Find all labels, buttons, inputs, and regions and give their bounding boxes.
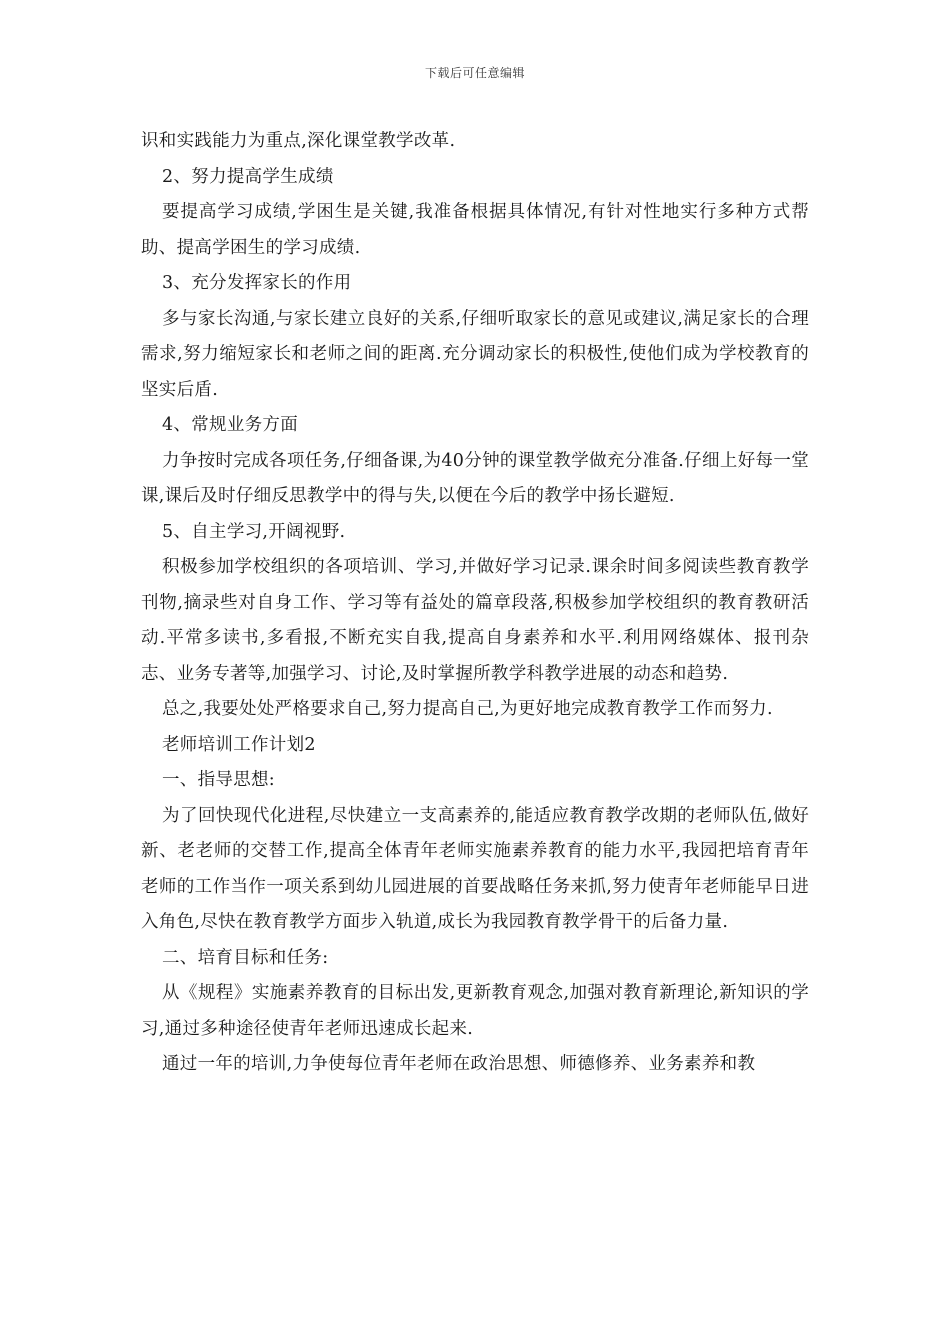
page-header: 下载后可任意编辑 <box>424 66 525 80</box>
paragraph-5: 多与家长沟通,与家长建立良好的关系,仔细听取家长的意见或建议,满足家长的合理需求,努力缩短家长和老师之间的距离.充分调动家长的积极性,使他们成为学校教育的坚实后盾. <box>141 308 809 400</box>
heading-guiding-thought: 一、指导思想: <box>162 770 275 790</box>
paragraph-10: 总之,我要处处严格要求自己,努力提高自己,为更好地完成教育教学工作而努力. <box>162 699 773 719</box>
paragraph-4: 3、充分发挥家长的作用 <box>162 273 352 293</box>
paragraph-15: 从《规程》实施素养教育的目标出发,更新教育观念,加强对教育新理论,新知识的学习,通过多种途径使青年老师迅速成长起来. <box>141 983 809 1039</box>
section-title: 老师培训工作计划2 <box>162 734 316 755</box>
paragraph-8: 5、自主学习,开阔视野. <box>162 521 346 542</box>
paragraph-16: 通过一年的培训,力争使每位青年老师在政治思想、师德修养、业务素养和教 <box>162 1054 756 1074</box>
paragraph-6: 4、常规业务方面 <box>162 415 299 435</box>
paragraph-3: 要提高学习成绩,学困生是关键,我准备根据具体情况,有针对性地实行多种方式帮助、提高学困生的学习成绩. <box>141 202 809 258</box>
paragraph-7: 力争按时完成各项任务,仔细备课,为40分钟的课堂教学做充分准备.仔细上好每一堂课,课后及时仔细反思教学中的得与失,以便在今后的教学中扬长避短. <box>141 450 809 506</box>
paragraph-9: 积极参加学校组织的各项培训、学习,并做好学习记录.课余时间多阅读些教育教学刊物,摘录些对自身工作、学习等有益处的篇章段落,积极参加学校组织的教育教研活动.平常多读书,多看报,不断充实自我,提高自身素养和水平.利用网络媒体、报刊杂志、业务专著等,加强学习、讨论,及时掌握所教学科教学进展的动态和趋势. <box>141 557 809 684</box>
paragraph-2: 2、努力提高学生成绩 <box>162 166 334 187</box>
paragraph-13: 为了回快现代化进程,尽快建立一支高素养的,能适应教育教学改期的老师队伍,做好新、老老师的交替工作,提高全体青年老师实施素养教育的能力水平,我园把培育青年老师的工作当作一项关系到幼儿园进展的首要战略任务来抓,努力使青年老师能早日进入角色,尽快在教育教学方面步入轨道,成长为我园教育教学骨干的后备力量. <box>141 805 809 932</box>
paragraph-1: 识和实践能力为重点,深化课堂教学改革. <box>141 131 456 151</box>
document-body <box>141 124 809 1083</box>
heading-goals-tasks: 二、培育目标和任务: <box>162 947 329 968</box>
